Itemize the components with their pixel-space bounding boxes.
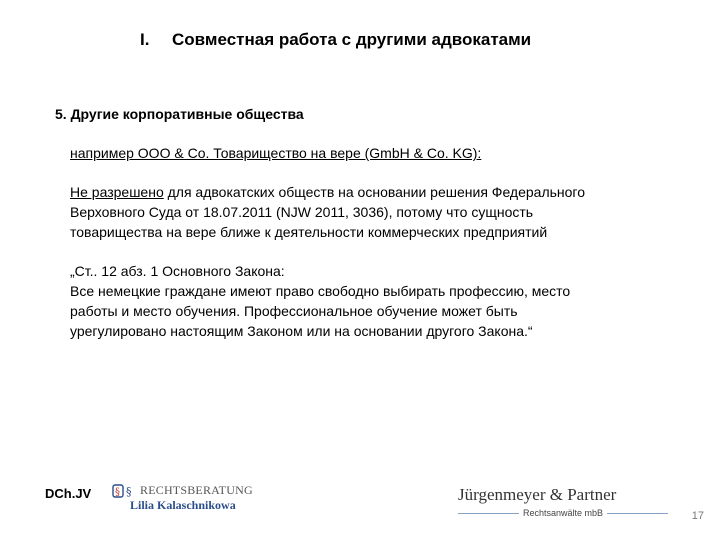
- firm-sub-row: [458, 508, 668, 518]
- quote-line-4: урегулировано настоящим Законом или на основании другого Закона.“: [70, 323, 533, 339]
- logo-name: Lilia Kalaschnikowa: [130, 498, 236, 512]
- firm-subtitle: Rechtsanwälte mbB: [522, 508, 604, 518]
- quote-line-3: работы и место обучения. Профессиональное обучение может быть: [70, 303, 518, 319]
- ruling-line-1-rest: для адвокатских обществ на основании решения Федерального: [163, 184, 586, 200]
- title-text: Совместная работа с другими адвокатами: [172, 30, 532, 49]
- logo-text: RECHTSBERATUNG: [140, 483, 253, 497]
- paragraph-shield-icon: [112, 483, 138, 499]
- ruling-line-3: товарищества на вере ближе к деятельности коммерческих предприятий: [70, 224, 548, 240]
- firm-rule-left: [458, 513, 519, 514]
- ruling-paragraph: [70, 182, 700, 242]
- law-quote: [70, 261, 700, 341]
- svg-text:§: §: [126, 485, 132, 498]
- slide-title: [140, 30, 700, 50]
- footer-code: DCh.JV: [45, 486, 92, 501]
- page-number: 17: [691, 510, 704, 522]
- rechtsberatung-logo: [112, 482, 282, 516]
- firm-logo: [458, 485, 668, 518]
- quote-line-2: Все немецкие граждане имеют право свободно выбирать профессию, место: [70, 283, 571, 299]
- ruling-line-2: Верховного Суда от 18.07.2011 (NJW 2011, 3036), потому что сущность: [70, 204, 534, 220]
- ruling-line-1: [70, 182, 700, 202]
- title-number: I.: [140, 30, 150, 49]
- section-heading: 5. Другие корпоративные общества: [55, 106, 304, 122]
- firm-rule-right: [607, 513, 668, 514]
- example-line: например ООО & Co. Товарищество на вере (GmbH & Co. KG):: [70, 145, 482, 161]
- firm-name: Jürgenmeyer & Partner: [458, 485, 617, 504]
- svg-text:§: §: [115, 487, 120, 498]
- ruling-lead: Не разрешено: [70, 184, 164, 200]
- quote-line-1: „Ст.. 12 абз. 1 Основного Закона:: [70, 263, 285, 279]
